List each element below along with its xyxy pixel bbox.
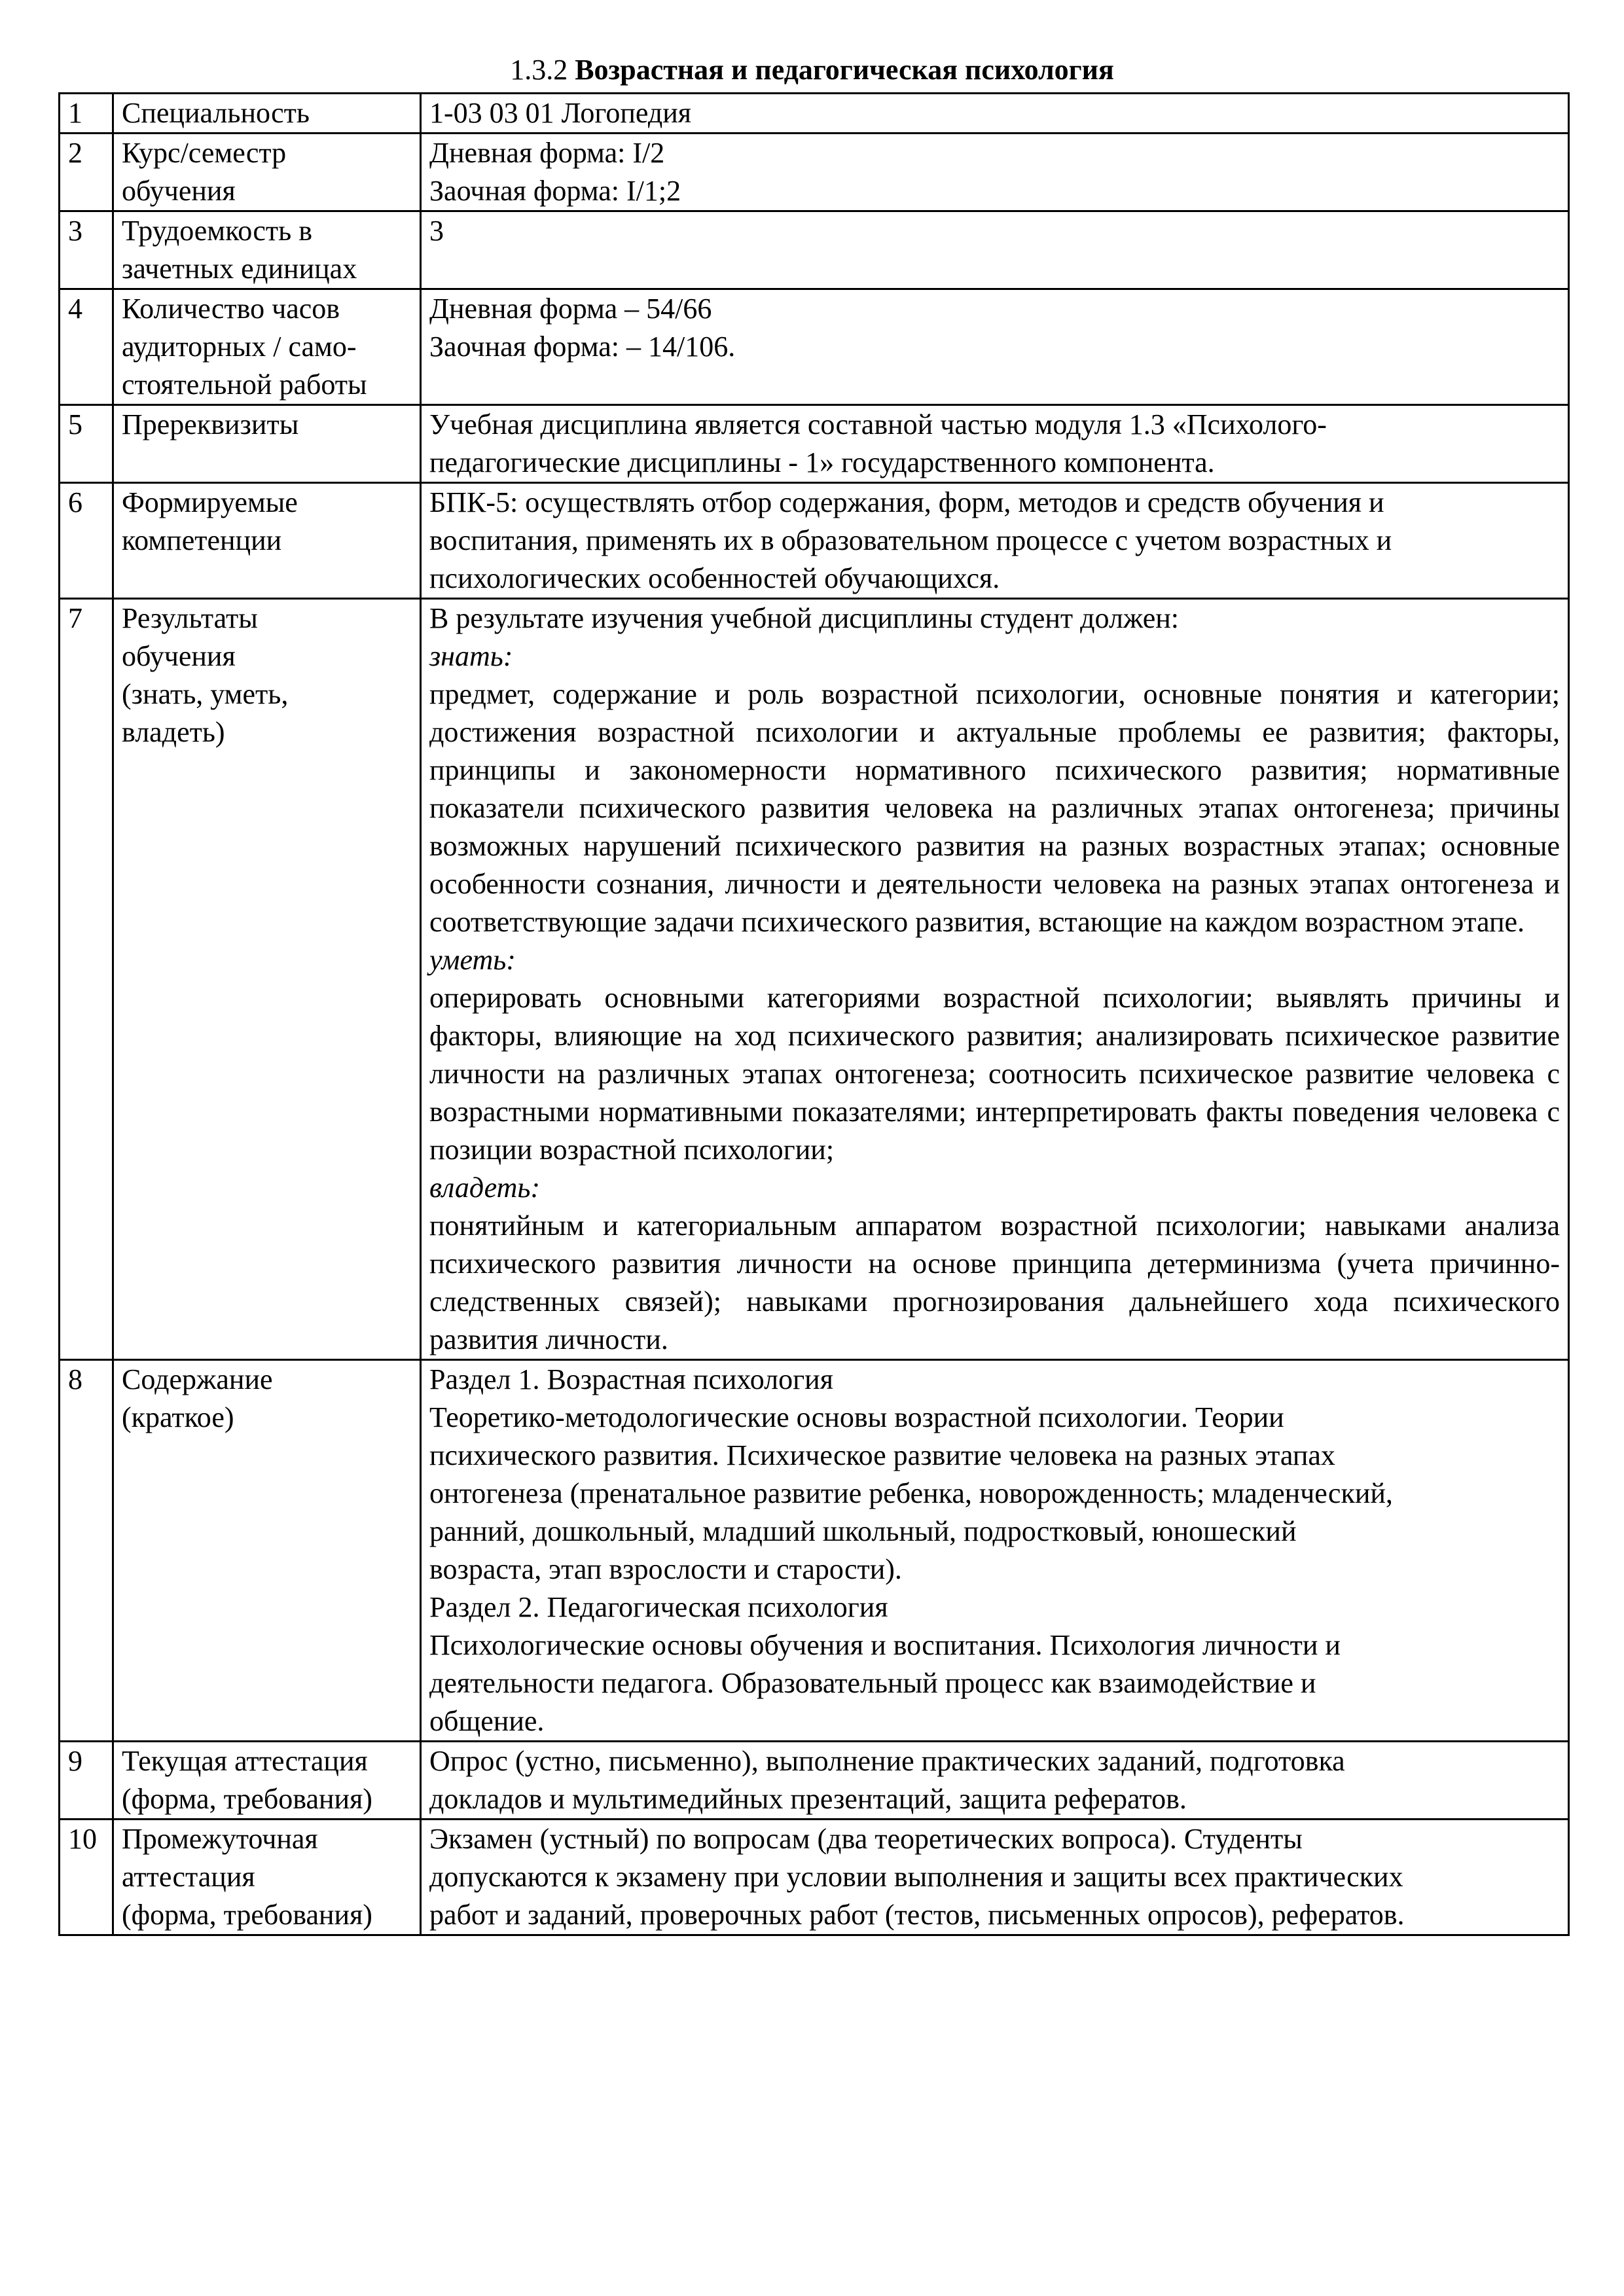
row-content: [421, 211, 1569, 289]
row-content-line: педагогические дисциплины - 1» государственного компонента.: [429, 446, 1215, 478]
table-row: [60, 289, 1569, 405]
row-label: [113, 134, 421, 211]
row-number: 9: [60, 1742, 113, 1820]
row-label: [113, 599, 421, 1360]
table-row: [60, 405, 1569, 483]
row-content-line: воспитания, применять их в образовательном процессе с учетом возрастных и: [429, 524, 1392, 556]
row-number: 7: [60, 599, 113, 1360]
own-label: владеть:: [429, 1172, 541, 1204]
table-row: [60, 134, 1569, 211]
table-row: [60, 1820, 1569, 1935]
row-content-line: Теоретико-методологические основы возрастной психологии. Теории: [429, 1401, 1284, 1433]
row-label-line: владеть): [122, 716, 225, 748]
row-label: [113, 94, 421, 134]
row-content-line: докладов и мультимедийных презентаций, защита рефератов.: [429, 1783, 1187, 1815]
section-number: 1.3.2: [510, 54, 568, 86]
table-row: [60, 94, 1569, 134]
row-content-line: Заочная форма: – 14/106.: [429, 331, 736, 363]
row-label: [113, 1360, 421, 1742]
row-label-line: (краткое): [122, 1401, 234, 1433]
row-label-line: Трудоемкость в: [122, 215, 312, 247]
row-content-line: Раздел 1. Возрастная психология: [429, 1363, 833, 1395]
row-label-line: (знать, уметь,: [122, 678, 289, 710]
row-content-line: Психологические основы обучения и воспитания. Психология личности и: [429, 1629, 1341, 1661]
row-content-line: деятельности педагога. Образовательный процесс как взаимодействие и: [429, 1667, 1316, 1699]
row-label-line: Результаты: [122, 602, 258, 634]
know-text: предмет, содержание и роль возрастной психологии, основные понятия и категории; достижения возрастной психологии и актуальные проблемы ее развития; факторы, принципы и закономерности нормативного психического развития; нормативные показатели психического развития человека на различных этапах онтогенеза; причины возможных нарушений психического развития на разных возрастных этапах; основные особенности сознания, личности и деятельности человека на разных этапах онтогенеза и соответствующие задачи психического развития, встающие на каждом возрастном этапе.: [429, 678, 1560, 938]
table-row: [60, 1360, 1569, 1742]
row-label-line: обучения: [122, 640, 236, 672]
row-label: [113, 1742, 421, 1820]
row-label-line: стоятельной работы: [122, 368, 367, 401]
row-content-line: Учебная дисциплина является составной частью модуля 1.3 «Психолого-: [429, 408, 1327, 440]
can-label: уметь:: [429, 944, 516, 976]
row-content-line: 1-03 03 01 Логопедия: [429, 97, 692, 129]
outcomes-intro: В результате изучения учебной дисциплины студент должен:: [429, 602, 1180, 634]
row-label-line: аттестация: [122, 1861, 255, 1893]
row-number: 1: [60, 94, 113, 134]
row-label: [113, 211, 421, 289]
row-content: [421, 94, 1569, 134]
row-content-line: Опрос (устно, письменно), выполнение практических заданий, подготовка: [429, 1745, 1345, 1777]
row-content-line: Экзамен (устный) по вопросам (два теоретических вопроса). Студенты: [429, 1823, 1303, 1855]
row-content-line: 3: [429, 215, 444, 247]
row-label: [113, 405, 421, 483]
own-text: понятийным и категориальным аппаратом возрастной психологии; навыками анализа психического развития личности на основе принципа детерминизма (учета причинно-следственных связей); навыками прогнозирования дальнейшего хода психического развития личности.: [429, 1210, 1560, 1355]
row-label-line: (форма, требования): [122, 1899, 372, 1931]
row-label: [113, 289, 421, 405]
row-label-line: компетенции: [122, 524, 282, 556]
row-label-line: обучения: [122, 175, 236, 207]
row-content: [421, 1820, 1569, 1935]
row-number: 6: [60, 483, 113, 599]
row-content: [421, 405, 1569, 483]
row-label-line: Содержание: [122, 1363, 273, 1395]
row-label-line: Специальность: [122, 97, 310, 129]
row-content-line: психического развития. Психическое развитие человека на разных этапах: [429, 1439, 1335, 1471]
row-content: [421, 1360, 1569, 1742]
row-label-line: Формируемые: [122, 486, 298, 518]
table-row: [60, 1742, 1569, 1820]
row-label: [113, 1820, 421, 1935]
row-content-line: Заочная форма: I/1;2: [429, 175, 681, 207]
row-content-line: онтогенеза (пренатальное развитие ребенка, новорожденность; младенческий,: [429, 1477, 1393, 1509]
row-label-line: зачетных единицах: [122, 253, 357, 285]
row-label-line: Текущая аттестация: [122, 1745, 368, 1777]
row-number: 4: [60, 289, 113, 405]
table-row: [60, 211, 1569, 289]
course-spec-table: [58, 92, 1570, 1936]
row-content-line: Раздел 2. Педагогическая психология: [429, 1591, 888, 1623]
row-number: 5: [60, 405, 113, 483]
row-content: [421, 134, 1569, 211]
row-number: 3: [60, 211, 113, 289]
row-label-line: (форма, требования): [122, 1783, 372, 1815]
row-content-line: психологических особенностей обучающихся.: [429, 562, 1000, 594]
section-title: [0, 51, 1624, 89]
row-label-line: Пререквизиты: [122, 408, 299, 440]
row-content-line: общение.: [429, 1705, 545, 1737]
row-content-line: БПК-5: осуществлять отбор содержания, форм, методов и средств обучения и: [429, 486, 1384, 518]
row-label-line: аудиторных / само-: [122, 331, 357, 363]
row-content: [421, 483, 1569, 599]
table-row: [60, 599, 1569, 1360]
row-content-line: Дневная форма – 54/66: [429, 293, 712, 325]
row-label-line: Курс/семестр: [122, 137, 287, 169]
row-content-line: ранний, дошкольный, младший школьный, подростковый, юношеский: [429, 1515, 1297, 1547]
row-content-line: Дневная форма: I/2: [429, 137, 665, 169]
know-label: знать:: [429, 640, 513, 672]
row-number: 2: [60, 134, 113, 211]
row-number: 8: [60, 1360, 113, 1742]
row-content: [421, 599, 1569, 1360]
section-heading: Возрастная и педагогическая психология: [575, 54, 1114, 86]
row-content-line: возраста, этап взрослости и старости).: [429, 1553, 902, 1585]
row-number: 10: [60, 1820, 113, 1935]
row-content-line: работ и заданий, проверочных работ (тестов, письменных опросов), рефератов.: [429, 1899, 1405, 1931]
can-text: оперировать основными категориями возрастной психологии; выявлять причины и факторы, влияющие на ход психического развития; анализировать психическое развитие личности на различных этапах онтогенеза; соотносить психическое развитие человека с возрастными нормативными показателями; интерпретировать факты поведения человека с позиции возрастной психологии;: [429, 982, 1560, 1166]
row-content: [421, 289, 1569, 405]
row-label-line: Количество часов: [122, 293, 340, 325]
table-row: [60, 483, 1569, 599]
row-label-line: Промежуточная: [122, 1823, 318, 1855]
row-label: [113, 483, 421, 599]
row-content-line: допускаются к экзамену при условии выполнения и защиты всех практических: [429, 1861, 1403, 1893]
row-content: [421, 1742, 1569, 1820]
